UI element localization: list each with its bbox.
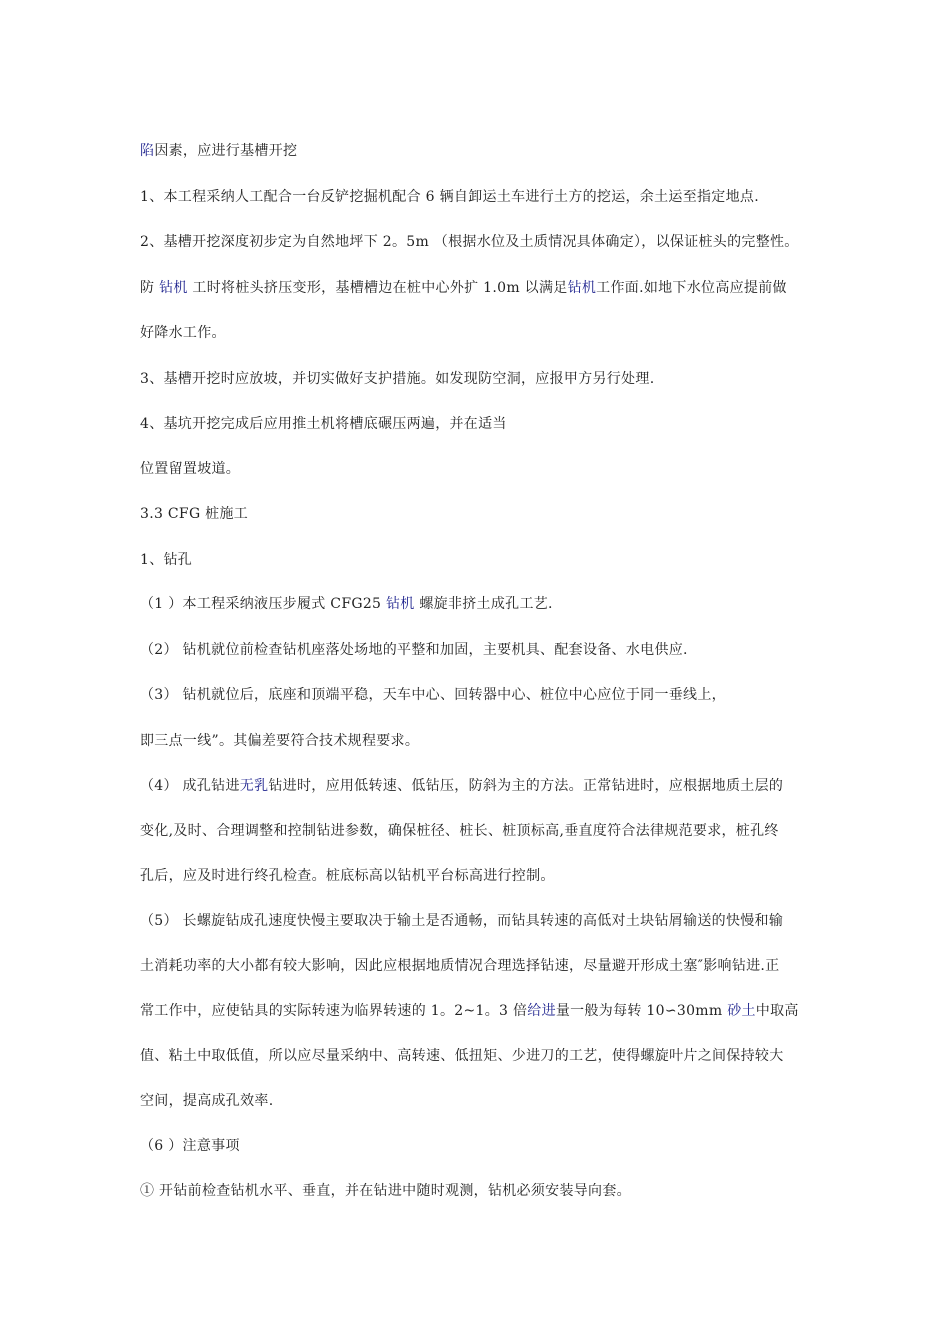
text-run: 防 xyxy=(140,280,160,296)
text-run: （6 ）注意事项 xyxy=(140,1138,240,1154)
text-run: （1 ）本工程采纳液压步履式 CFG25 xyxy=(140,596,386,612)
paragraph-line xyxy=(140,278,820,298)
paragraph-line xyxy=(140,1001,820,1021)
paragraph-line xyxy=(140,866,820,886)
text-run: （3） 钻机就位后，底座和顶端平稳，天车中心、回转器中心、桩位中心应位于同一垂线上， xyxy=(140,687,726,703)
paragraph-line xyxy=(140,776,820,796)
inline-link[interactable]: 砂土 xyxy=(727,1003,756,1019)
text-run: 空间，提高成孔效率. xyxy=(140,1093,274,1109)
text-run: 即三点一线”。其偏差要符合技术规程要求。 xyxy=(140,733,420,749)
paragraph-line xyxy=(140,956,820,976)
text-run: 工作面.如地下水位高应提前做 xyxy=(596,280,787,296)
text-run: 值、粘土中取低值，所以应尽量采纳中、高转速、低扭矩、少进刀的工艺，使得螺旋叶片之间保持较大 xyxy=(140,1048,784,1064)
inline-link[interactable]: 钻机 xyxy=(159,280,188,296)
inline-link[interactable]: 钻机 xyxy=(567,280,597,296)
inline-link[interactable]: 钻机 xyxy=(385,596,415,612)
paragraph-line xyxy=(140,323,820,343)
text-run: 位置留置坡道。 xyxy=(140,461,241,477)
text-run: 2、基槽开挖深度初步定为自然地坪下 2。5m （根据水位及土质情况具体确定），以保证桩头的完整性。 xyxy=(140,234,799,250)
text-run: 因素，应进行基槽开挖 xyxy=(154,143,298,159)
text-run: 好降水工作。 xyxy=(140,325,226,341)
text-run: （5） 长螺旋钻成孔速度快慢主要取决于输土是否通畅，而钻具转速的高低对土块钻屑输送的快慢和输 xyxy=(140,913,784,929)
paragraph-line xyxy=(140,594,820,614)
text-run: 土消耗功率的大小都有较大影响，因此应根据地质情况合理选择钻速，尽量避开形成土塞″影响钻进.正 xyxy=(140,958,780,974)
paragraph-line xyxy=(140,1046,820,1066)
paragraph-line xyxy=(140,731,820,751)
text-run: 常工作中，应使钻具的实际转速为临界转速的 1。2~1。3 倍 xyxy=(140,1003,528,1019)
paragraph-line xyxy=(140,504,820,524)
text-run: 1、钻孔 xyxy=(140,552,193,568)
paragraph-line xyxy=(140,640,820,660)
paragraph-line xyxy=(140,141,820,161)
text-run: 3.3 CFG 桩施工 xyxy=(140,506,249,522)
paragraph-line xyxy=(140,821,820,841)
text-run: 中取高 xyxy=(755,1003,799,1019)
paragraph-line xyxy=(140,911,820,931)
text-run: 量一般为每转 10∽30mm xyxy=(555,1003,728,1019)
text-run: 钻进时，应用低转速、低钻压，防斜为主的方法。正常钻进时，应根据地质土层的 xyxy=(268,778,784,794)
text-run: 孔后，应及时进行终孔检查。桩底标高以钻机平台标高进行控制。 xyxy=(140,868,555,884)
inline-link[interactable]: 陷 xyxy=(140,143,155,159)
paragraph-line xyxy=(140,1091,820,1111)
paragraph-line xyxy=(140,685,820,705)
paragraph-line xyxy=(140,187,820,207)
text-run: ① 开钻前检查钻机水平、垂直，并在钻进中随时观测，钻机必须安装导向套。 xyxy=(140,1183,631,1199)
paragraph-line xyxy=(140,1136,820,1156)
inline-link[interactable]: 给进 xyxy=(527,1003,556,1019)
text-run: 螺旋非挤土成孔工艺. xyxy=(414,596,553,612)
text-run: （2） 钻机就位前检查钻机座落处场地的平整和加固，主要机具、配套设备、水电供应. xyxy=(140,642,688,658)
inline-link[interactable]: 无乳 xyxy=(239,778,269,794)
text-run: 工时将桩头挤压变形，基槽槽边在桩中心外扩 1.0m 以满足 xyxy=(187,280,568,296)
paragraph-line xyxy=(140,369,820,389)
text-run: 3、基槽开挖时应放坡，并切实做好支护措施。如发现防空洞，应报甲方另行处理. xyxy=(140,371,655,387)
text-run: 变化,及时、合理调整和控制钻进参数，确保桩径、桩长、桩顶标高,垂直度符合法律规范要求，桩孔终 xyxy=(140,823,779,839)
text-run: 1、本工程采纳人工配合一台反铲挖掘机配合 6 辆自卸运土车进行土方的挖运，余土运至指定地点. xyxy=(140,189,759,205)
paragraph-line xyxy=(140,232,820,252)
paragraph-line xyxy=(140,459,820,479)
text-run: 4、基坑开挖完成后应用推土机将槽底碾压两遍，并在适当 xyxy=(140,416,507,432)
text-run: （4） 成孔钻进 xyxy=(140,778,240,794)
paragraph-line xyxy=(140,414,820,434)
paragraph-line xyxy=(140,550,820,570)
paragraph-line xyxy=(140,1181,820,1201)
